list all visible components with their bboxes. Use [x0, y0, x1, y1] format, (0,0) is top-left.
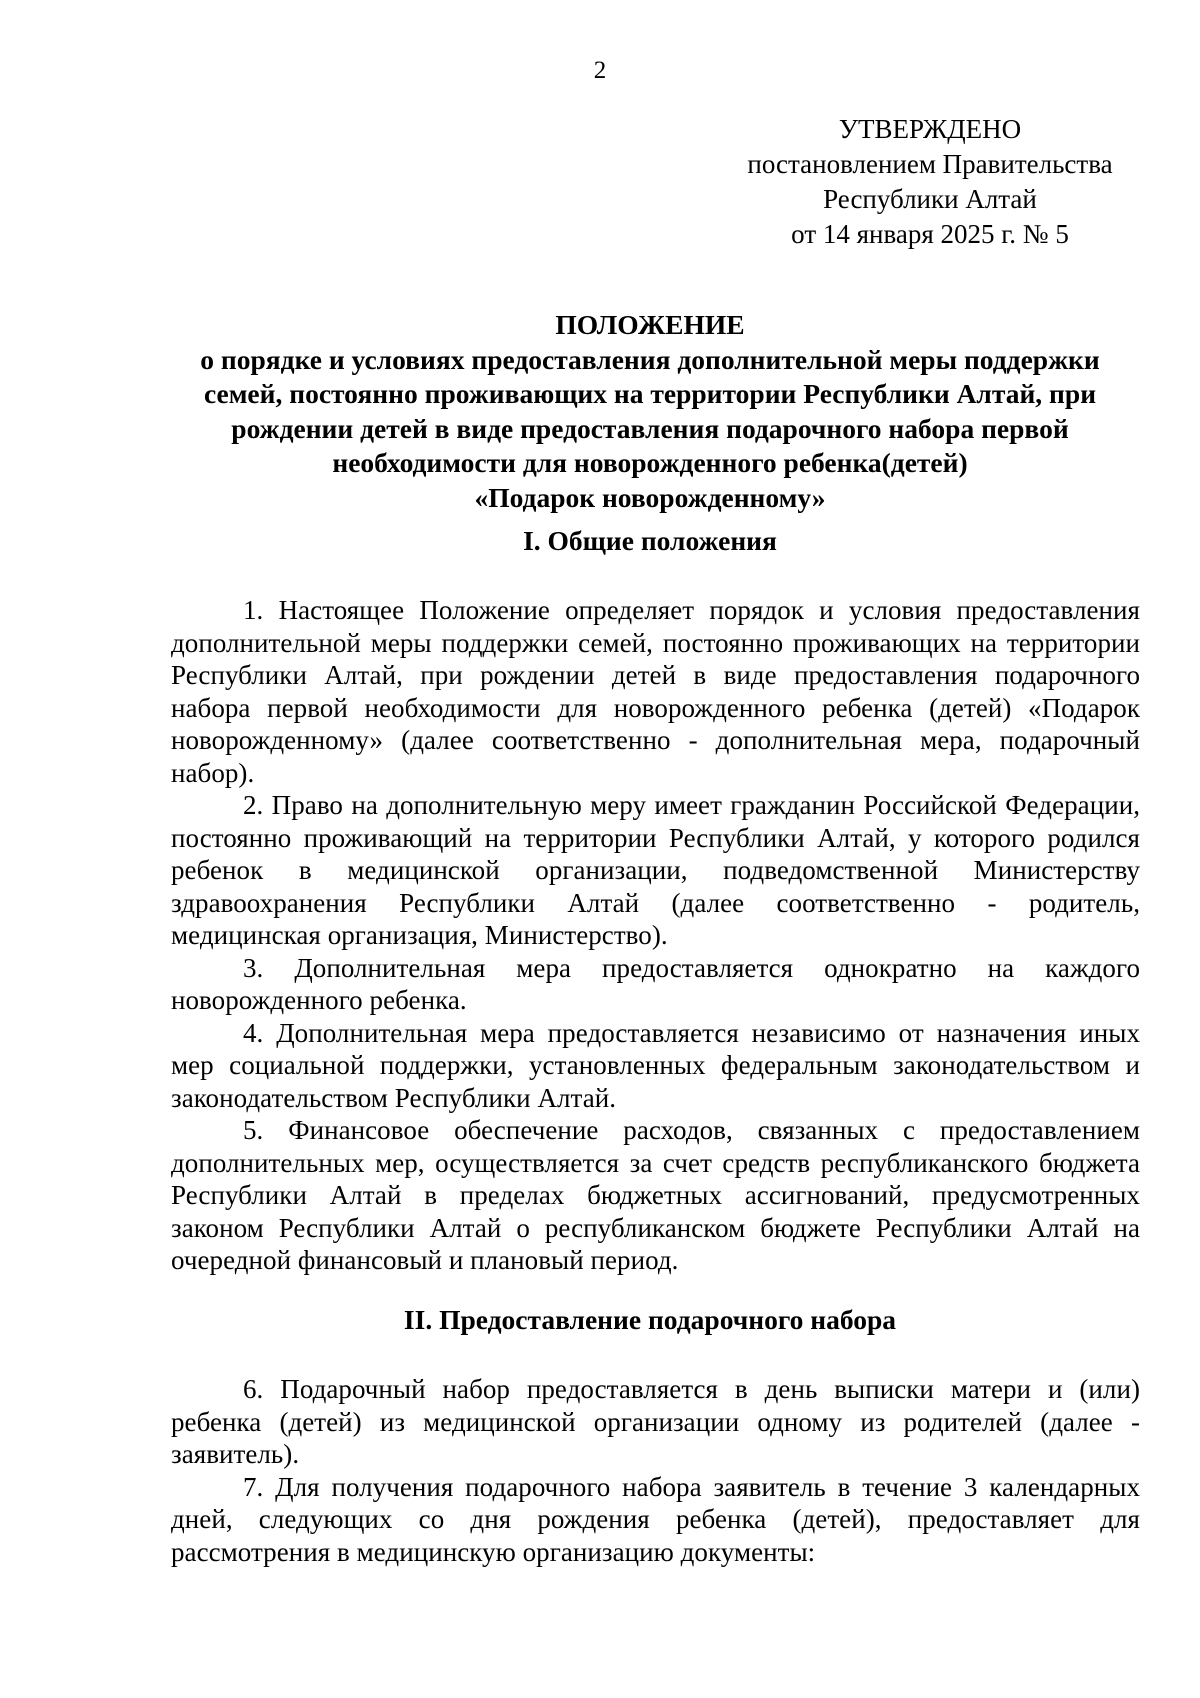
approval-line: Республики Алтай	[823, 184, 1037, 214]
document-title-block	[160, 308, 1140, 515]
section-heading-general: I. Общие положения	[523, 525, 777, 556]
paragraph: 7. Для получения подарочного набора заявитель в течение 3 календарных дней, следующих со дня рождения ребенка (детей), предоставляет для рассмотрения в медицинскую организацию документы:	[171, 1471, 1140, 1567]
section-heading-gift-set: II. Предоставление подарочного набора	[403, 1304, 897, 1335]
section-body-general	[171, 594, 1140, 1277]
paragraph: 2. Право на дополнительную меру имеет гражданин Российской Федерации, постоянно проживающий на территории Республики Алтай, у которого родился ребенок в медицинской организации, подведомственной Министерству здравоохранения Республики Алтай (далее соответственно - родитель, медицинская организация, Министерство).	[171, 790, 1140, 950]
paragraph: 5. Финансовое обеспечение расходов, связанных с предоставлением дополнительных мер, осуществляется за счет средств республиканского бюджета Республики Алтай в пределах бюджетных ассигнований, предусмотренных законом Республики Алтай о республиканском бюджете Республики Алтай на очередной финансовый и плановый период.	[171, 1115, 1140, 1275]
approval-line: постановлением Правительства	[747, 149, 1113, 179]
section-body-gift-set	[171, 1373, 1140, 1568]
document-title: ПОЛОЖЕНИЕ	[555, 309, 745, 340]
document-subtitle-line: необходимости для новорожденного ребенка(детей)	[332, 447, 968, 478]
document-subtitle-line: о порядке и условиях предоставления дополнительной меры поддержки	[200, 343, 1100, 375]
approval-title: УТВЕРЖДЕНО	[838, 114, 1022, 144]
page-number: 2	[593, 57, 607, 84]
document-subtitle-line: семей, постоянно проживающих на территории Республики Алтай, при	[203, 378, 1097, 409]
approval-stamp-block	[740, 112, 1120, 252]
document-subtitle-line: рождении детей в виде предоставления подарочного набора первой	[231, 412, 1069, 444]
paragraph: 3. Дополнительная мера предоставляется однократно на каждого новорожденного ребенка.	[171, 952, 1140, 1015]
paragraph: 1. Настоящее Положение определяет порядок и условия предоставления дополнительной меры поддержки семей, постоянно проживающих на территории Республики Алтай, при рождении детей в виде предоставления подарочного набора первой необходимости для новорожденного ребенка (детей) «Подарок новорожденному» (далее соответственно - дополнительная мера, подарочный набор).	[171, 595, 1140, 788]
paragraph: 6. Подарочный набор предоставляется в день выписки матери и (или) ребенка (детей) из медицинской организации одному из родителей (далее - заявитель).	[171, 1374, 1140, 1469]
approval-date-line: от 14 января 2025 г. № 5	[791, 219, 1069, 249]
document-subtitle-line: «Подарок новорожденному»	[474, 481, 826, 513]
paragraph: 4. Дополнительная мера предоставляется независимо от назначения иных мер социальной поддержки, установленных федеральным законодательством и законодательством Республики Алтай.	[171, 1017, 1140, 1113]
